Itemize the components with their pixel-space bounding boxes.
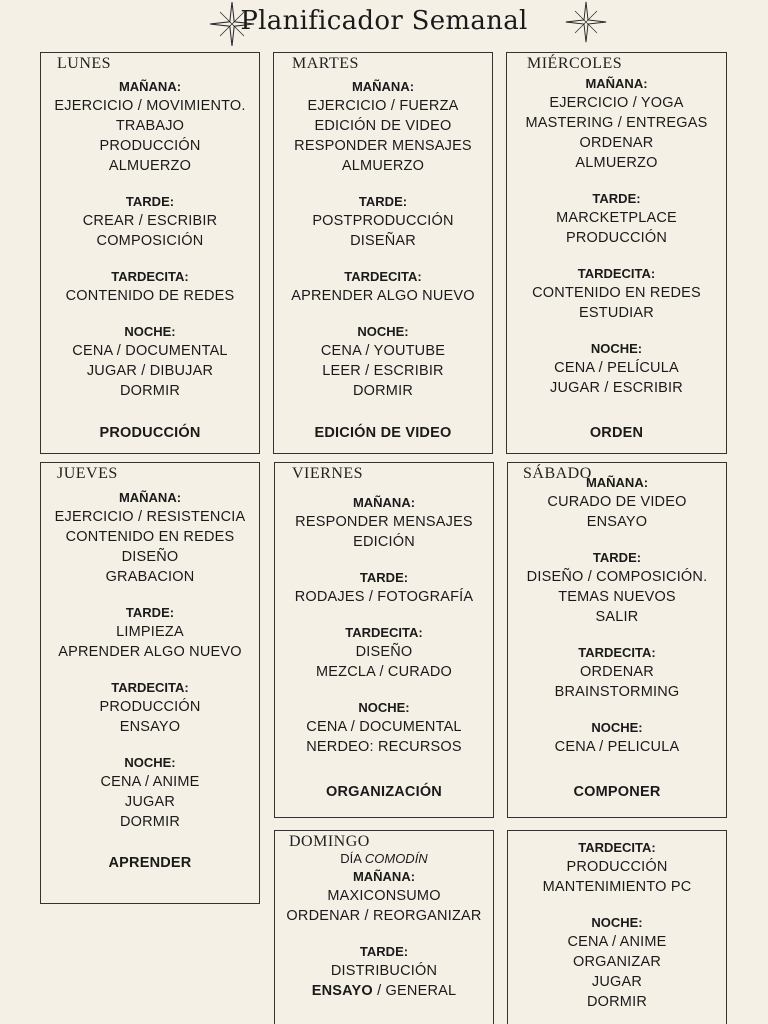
list-item: CENA / PELICULA <box>554 739 680 755</box>
list-item: CENA / ANIME <box>567 934 667 950</box>
day-name: VIERNES <box>292 465 364 482</box>
list-item: PRODUCCIÓN <box>565 230 668 246</box>
morning-label: MAÑANA: <box>118 490 182 505</box>
list-item: DISTRIBUCIÓN <box>330 963 438 979</box>
night-label: NOCHE: <box>124 324 176 339</box>
day-schedule <box>507 75 726 398</box>
night-label: NOCHE: <box>591 915 643 930</box>
day-note: DÍA COMODÍN <box>340 851 428 866</box>
list-item: RESPONDER MENSAJES <box>294 138 472 154</box>
morning-label: MAÑANA: <box>352 869 416 884</box>
list-item: ENSAYO / GENERAL <box>311 983 457 999</box>
day-schedule <box>508 839 726 1012</box>
list-item: TEMAS NUEVOS <box>558 589 676 605</box>
day-focus: ORGANIZACIÓN <box>326 784 442 800</box>
late-afternoon-label: TARDECITA: <box>111 269 189 284</box>
list-item: MEZCLA / CURADO <box>316 664 452 680</box>
list-item: ALMUERZO <box>341 158 425 174</box>
list-item: APRENDER ALGO NUEVO <box>58 644 242 660</box>
night-label: NOCHE: <box>590 341 643 356</box>
list-item: ORDENAR <box>580 664 654 680</box>
day-name: MIÉRCOLES <box>527 55 623 72</box>
morning-label: MAÑANA: <box>118 79 182 94</box>
list-item: ORDENAR <box>579 135 654 151</box>
list-item: CURADO DE VIDEO <box>547 494 687 510</box>
list-item: JUGAR / ESCRIBIR <box>550 380 683 396</box>
day-name: JUEVES <box>57 465 118 482</box>
list-item: EDICIÓN DE VIDEO <box>314 118 452 134</box>
list-item: DORMIR <box>352 383 413 399</box>
list-item: LEER / ESCRIBIR <box>322 363 444 379</box>
night-label: NOCHE: <box>124 755 176 770</box>
page-title: Planificador Semanal <box>240 6 528 36</box>
list-item: LIMPIEZA <box>116 624 184 640</box>
afternoon-label: TARDE: <box>358 194 408 209</box>
day-focus: APRENDER <box>108 855 192 871</box>
day-focus: COMPONER <box>573 784 661 800</box>
list-item: APRENDER ALGO NUEVO <box>291 288 475 304</box>
list-item: CREAR / ESCRIBIR <box>82 213 218 229</box>
late-afternoon-label: TARDECITA: <box>345 625 423 640</box>
list-item: JUGAR / DIBUJAR <box>86 363 214 379</box>
morning-label: MAÑANA: <box>351 79 415 94</box>
list-item: CENA / DOCUMENTAL <box>72 343 228 359</box>
list-item: EJERCICIO / YOGA <box>549 95 684 111</box>
afternoon-label: TARDE: <box>359 944 409 959</box>
list-item: CENA / PELÍCULA <box>554 360 679 376</box>
list-item: ORGANIZAR <box>573 954 661 970</box>
list-item: ENSAYO <box>586 514 648 530</box>
day-focus: PRODUCCIÓN <box>99 425 201 441</box>
day-name: LUNES <box>57 55 112 72</box>
list-item: DISEÑO <box>355 644 413 660</box>
list-item: ENSAYO <box>119 719 181 735</box>
list-item: EJERCICIO / RESISTENCIA <box>54 509 246 525</box>
list-item: MARCKETPLACE <box>556 210 677 226</box>
day-card-miercoles <box>506 52 727 454</box>
list-item: CONTENIDO DE REDES <box>65 288 235 304</box>
list-item: NERDEO: RECURSOS <box>306 739 462 755</box>
list-item: PRODUCCIÓN <box>99 699 201 715</box>
list-item: DISEÑAR <box>350 233 416 249</box>
list-item: RESPONDER MENSAJES <box>295 514 473 530</box>
list-item: PRODUCCIÓN <box>566 859 668 875</box>
morning-label: MAÑANA: <box>585 475 649 490</box>
list-item: CONTENIDO EN REDES <box>65 529 235 545</box>
list-item: MASTERING / ENTREGAS <box>525 115 708 131</box>
list-item: PRODUCCIÓN <box>99 138 201 154</box>
day-card-jueves <box>40 462 260 904</box>
night-label: NOCHE: <box>357 324 409 339</box>
list-item: DORMIR <box>586 994 647 1010</box>
day-schedule <box>274 78 492 401</box>
afternoon-label: TARDE: <box>125 605 175 620</box>
list-item: BRAINSTORMING <box>554 684 680 700</box>
list-item: COMPOSICIÓN <box>96 233 204 249</box>
list-item: DISEÑO / COMPOSICIÓN. <box>526 569 708 585</box>
list-item: JUGAR <box>591 974 643 990</box>
sparkle-star-icon <box>564 0 608 49</box>
list-item: ALMUERZO <box>575 155 658 171</box>
night-label: NOCHE: <box>591 720 643 735</box>
list-item: JUGAR <box>124 794 176 810</box>
list-item: EJERCICIO / MOVIMIENTO. <box>54 98 246 114</box>
day-schedule <box>41 489 259 832</box>
day-card-domingo <box>274 830 494 1024</box>
afternoon-label: TARDE: <box>125 194 175 209</box>
list-item: GRABACION <box>105 569 195 585</box>
day-card-martes <box>273 52 493 454</box>
day-schedule <box>508 474 726 757</box>
list-item: CENA / DOCUMENTAL <box>306 719 462 735</box>
late-afternoon-label: TARDECITA: <box>578 645 656 660</box>
list-item: CENA / ANIME <box>100 774 200 790</box>
afternoon-label: TARDE: <box>592 191 641 206</box>
day-name: DOMINGO <box>289 833 370 850</box>
day-name: SÁBADO <box>523 465 592 482</box>
afternoon-label: TARDE: <box>359 570 409 585</box>
late-afternoon-label: TARDECITA: <box>578 840 656 855</box>
day-name: MARTES <box>292 55 359 72</box>
list-item: ORDENAR / REORGANIZAR <box>286 908 482 924</box>
list-item: MANTENIMIENTO PC <box>542 879 692 895</box>
day-schedule <box>275 494 493 757</box>
day-focus: EDICIÓN DE VIDEO <box>314 425 452 441</box>
day-card-sabado <box>507 462 727 818</box>
list-item: EJERCICIO / FUERZA <box>307 98 459 114</box>
list-item: EDICIÓN <box>353 534 415 550</box>
header <box>0 0 768 50</box>
afternoon-label: TARDE: <box>592 550 642 565</box>
list-item: SALIR <box>595 609 639 625</box>
list-item: DORMIR <box>119 814 180 830</box>
morning-label: MAÑANA: <box>585 76 648 91</box>
list-item: MAXICONSUMO <box>327 888 441 904</box>
list-item: ESTUDIAR <box>579 305 654 321</box>
list-item: TRABAJO <box>115 118 185 134</box>
late-afternoon-label: TARDECITA: <box>111 680 189 695</box>
morning-label: MAÑANA: <box>352 495 416 510</box>
late-afternoon-label: TARDECITA: <box>577 266 656 281</box>
list-item: RODAJES / FOTOGRAFÍA <box>294 589 474 605</box>
night-label: NOCHE: <box>358 700 410 715</box>
list-item: CONTENIDO EN REDES <box>532 285 701 301</box>
late-afternoon-label: TARDECITA: <box>344 269 422 284</box>
list-item: ALMUERZO <box>108 158 192 174</box>
day-focus: ORDEN <box>589 425 644 441</box>
day-schedule <box>41 78 259 401</box>
day-card-viernes <box>274 462 494 818</box>
day-card-domingo-continued <box>507 830 727 1024</box>
list-item: DISEÑO <box>121 549 179 565</box>
day-schedule <box>275 850 493 1001</box>
list-item: CENA / YOUTUBE <box>320 343 446 359</box>
day-card-lunes <box>40 52 260 454</box>
list-item: DORMIR <box>119 383 180 399</box>
list-item: POSTPRODUCCIÓN <box>312 213 454 229</box>
